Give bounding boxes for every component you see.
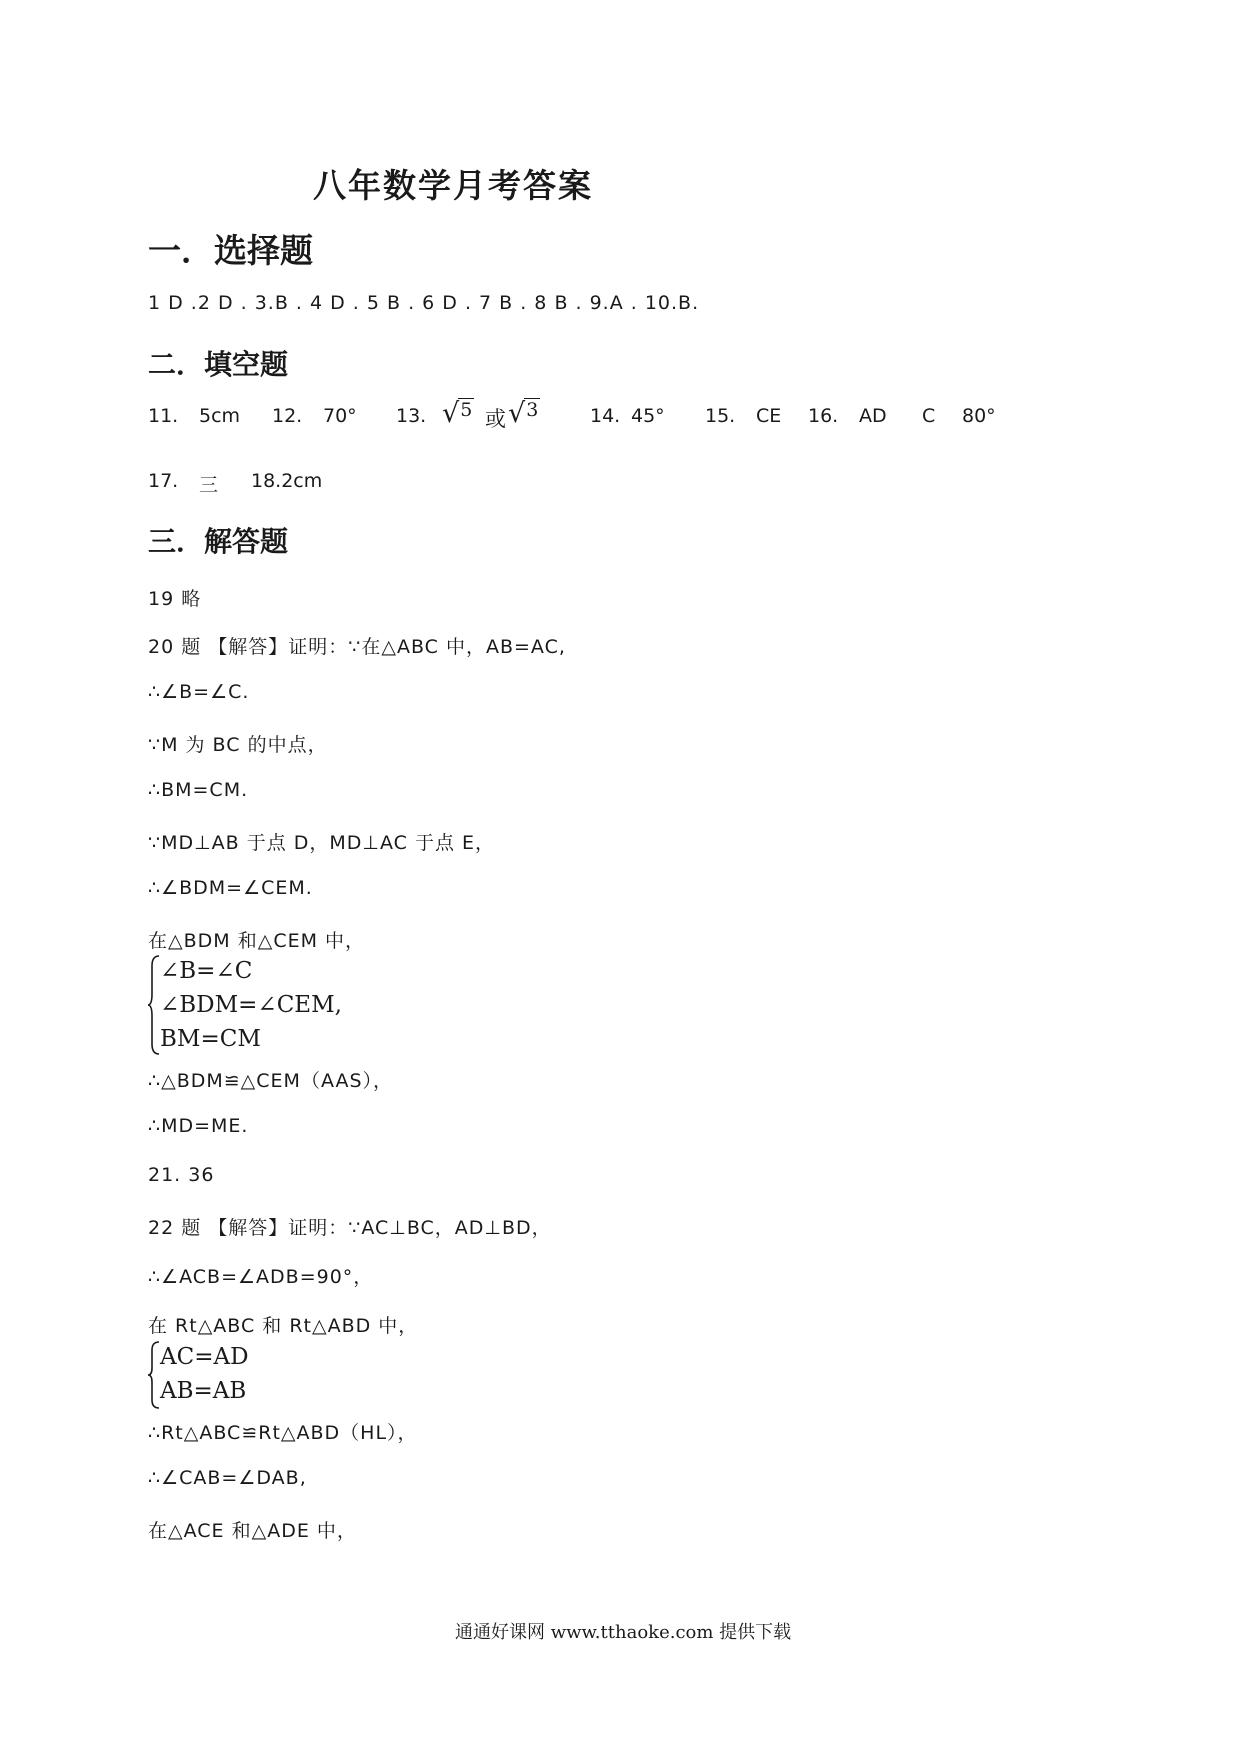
system-equation: AC=AD <box>160 1344 249 1370</box>
q14-answer: 45° <box>631 405 665 427</box>
q20-line: ∴∠BDM=∠CEM. <box>148 877 313 899</box>
q16-number: 16. <box>808 405 839 427</box>
system-equation: AB=AB <box>160 1378 247 1404</box>
q12-number: 12. <box>272 405 303 427</box>
page-footer: 通通好课网 www.tthaoke.com 提供下载 <box>455 1622 792 1643</box>
fill-heading: 二．填空题 <box>148 348 289 381</box>
sqrt-5-radicand: 5 <box>460 399 473 421</box>
left-brace-icon <box>148 954 160 1056</box>
q19-answer: 19 略 <box>148 588 202 610</box>
q20-line: ∵M 为 BC 的中点， <box>148 734 328 756</box>
q16-answer-a: AD <box>859 405 887 427</box>
q16-answer-c: 80° <box>962 405 996 427</box>
choice-answers: 1 D .2 D . 3.B . 4 D . 5 B . 6 D . 7 B . 8 B . 9.A . 10.B. <box>148 292 700 314</box>
q20-conclusion: ∴MD=ME. <box>148 1115 249 1137</box>
q18-answer: 18.2cm <box>251 470 323 492</box>
q21-answer: 21. 36 <box>148 1164 215 1186</box>
q17-answer: 三 <box>199 474 219 496</box>
q17-number: 17. <box>148 470 179 492</box>
q22-line: 22 题 【解答】证明：∵AC⊥BC，AD⊥BD， <box>148 1217 552 1239</box>
q15-number: 15. <box>705 405 736 427</box>
q20-line: ∴BM=CM. <box>148 779 249 801</box>
q22-conclusion: 在△ACE 和△ADE 中， <box>148 1520 357 1542</box>
q11-answer: 5cm <box>199 405 241 427</box>
choice-heading: 一．选择题 <box>148 231 313 270</box>
q22-conclusion: ∴Rt△ABC≌Rt△ABD（HL）， <box>148 1422 418 1444</box>
q22-conclusion: ∴∠CAB=∠DAB, <box>148 1467 307 1489</box>
q16-answer-b: C <box>922 405 936 427</box>
sqrt-3-radicand: 3 <box>526 399 539 421</box>
sqrt-3: √ 3 <box>508 398 539 429</box>
system-equation: ∠B=∠C <box>160 958 253 984</box>
q13-number: 13. <box>396 405 427 427</box>
q22-line: ∴∠ACB=∠ADB=90°， <box>148 1266 374 1288</box>
q20-line: ∵MD⊥AB 于点 D，MD⊥AC 于点 E， <box>148 832 495 854</box>
system-equation: BM=CM <box>160 1026 261 1052</box>
q13-or: 或 <box>485 407 506 431</box>
q14-number: 14. <box>590 405 621 427</box>
page-title: 八年数学月考答案 <box>313 166 593 205</box>
q12-answer: 70° <box>323 405 357 427</box>
left-brace-icon <box>148 1340 160 1410</box>
q22-line: 在 Rt△ABC 和 Rt△ABD 中， <box>148 1315 419 1337</box>
sqrt-5: √ 5 <box>442 398 473 429</box>
solve-heading: 三．解答题 <box>148 525 289 558</box>
q20-line: 在△BDM 和△CEM 中， <box>148 930 366 952</box>
q20-conclusion: ∴△BDM≌△CEM（AAS）， <box>148 1070 394 1092</box>
q11-number: 11. <box>148 405 179 427</box>
system-equation: ∠BDM=∠CEM, <box>160 992 342 1018</box>
q20-line: 20 题 【解答】证明：∵在△ABC 中，AB=AC, <box>148 636 566 658</box>
q20-line: ∴∠B=∠C. <box>148 681 250 703</box>
q15-answer: CE <box>756 405 782 427</box>
